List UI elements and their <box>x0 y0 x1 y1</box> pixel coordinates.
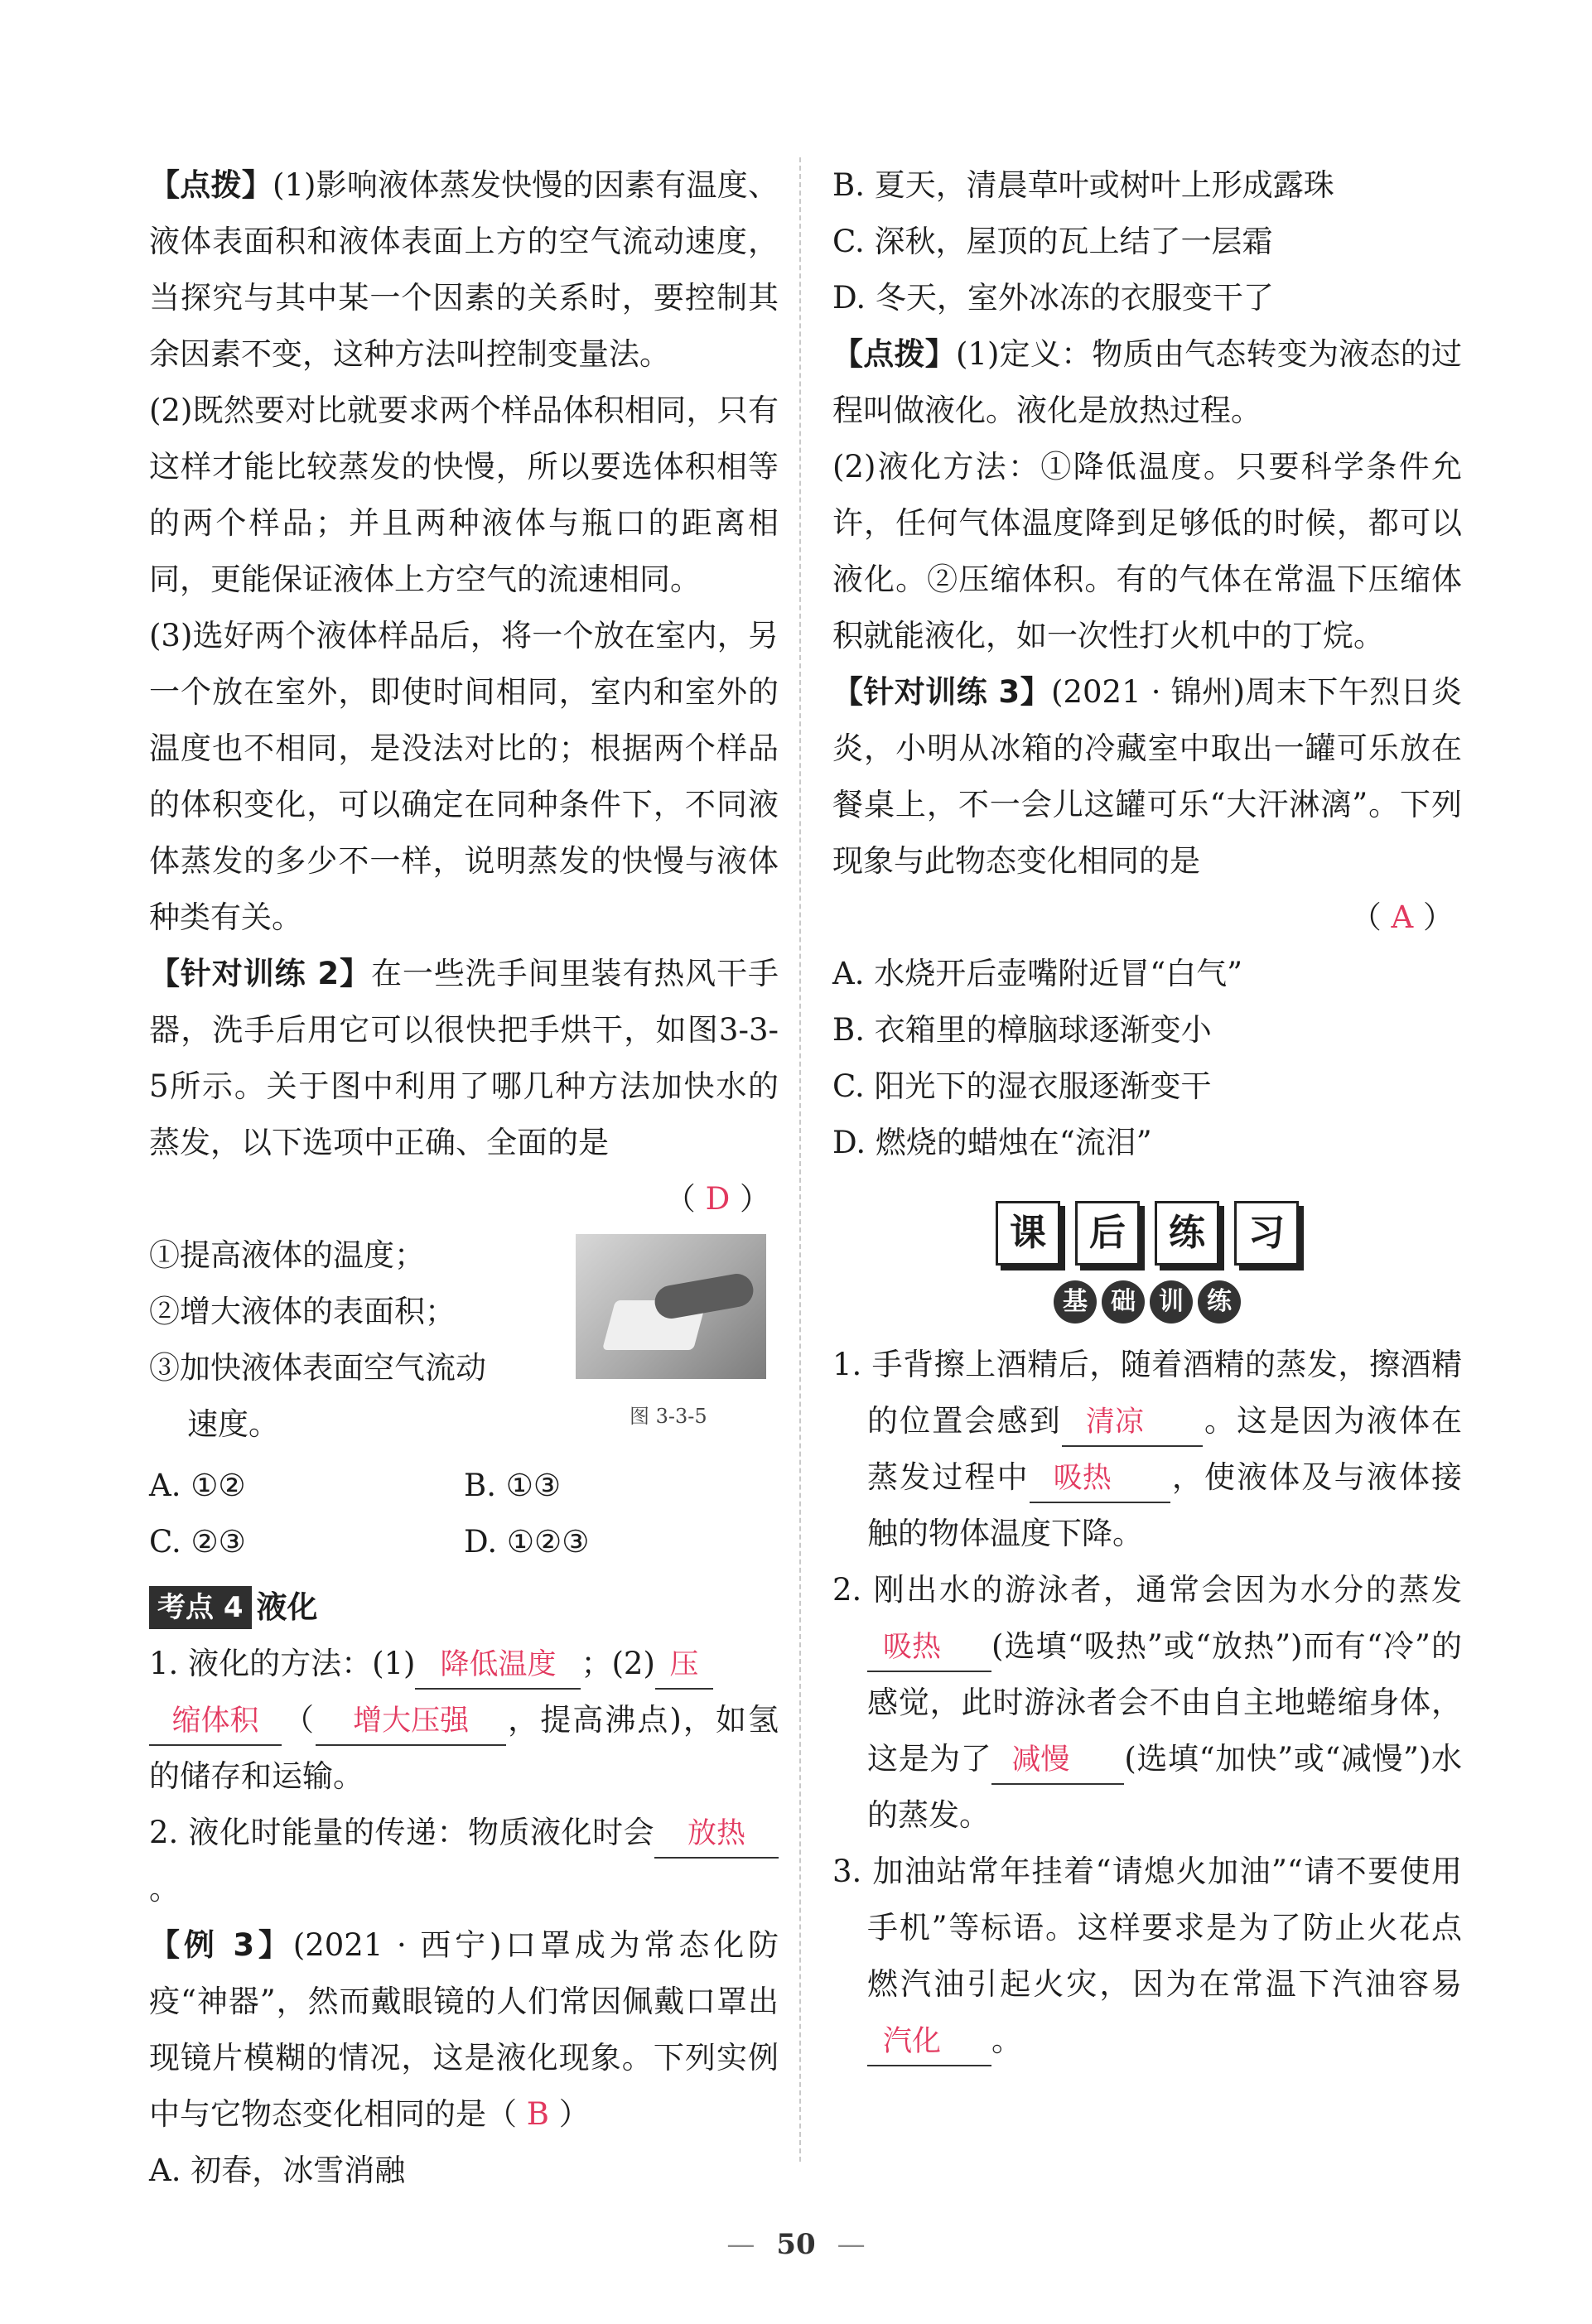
train3-answer: A <box>1391 899 1414 935</box>
q2-prefix: 2. 液化时能量的传递：物质液化时会 <box>149 1815 654 1850</box>
tip-tag: 【点拨】 <box>149 167 273 203</box>
train2-question <box>149 946 779 1171</box>
train2-tag: 【针对训练 2】 <box>149 956 371 991</box>
ex3-prefix: 3. 加油站常年挂着“请熄火加油”“请不要使用手机”等标语。这样要求是为了防止火花点燃汽油引起火灾，因为在常温下汽油容易 <box>832 1854 1462 2002</box>
example3-option-b: B. 夏天，清晨草叶或树叶上形成露珠 <box>832 167 1334 203</box>
train2-item-3: ③加快液体表面空气流动 <box>149 1350 486 1386</box>
example3-option-a: A. 初春，冰雪消融 <box>149 2153 406 2188</box>
q1-paren-open: （ <box>282 1702 316 1738</box>
kaodian-heading <box>149 1579 779 1636</box>
badge-char: 训 <box>1150 1280 1193 1324</box>
hand-shape <box>652 1271 755 1321</box>
badge-char: 练 <box>1198 1280 1241 1324</box>
exercise-3 <box>832 1844 1462 2069</box>
train3-tag: 【针对训练 3】 <box>832 674 1052 710</box>
page-number: 50 <box>776 2228 816 2261</box>
badge-char: 础 <box>1102 1280 1145 1324</box>
train3-option-b: B. 衣箱里的樟脑球逐渐变小 <box>832 1012 1212 1048</box>
example3-option-d: D. 冬天，室外冰冻的衣服变干了 <box>832 280 1274 316</box>
train2-option-b: B. ①③ <box>464 1468 562 1503</box>
left-column <box>149 157 779 2199</box>
q1 <box>149 1636 779 1692</box>
tip1-paragraph-3: (3)选好两个液体样品后，将一个放在室内，另一个放在室外，即使时间相同，室内和室外的温度也不相同，是没法对比的；根据两个样品的体积变化，可以确定在同种条件下，不同液体蒸发的多少不一样，说明蒸发的快慢与液体种类有关。 <box>149 618 779 935</box>
hand-dryer-figure <box>576 1234 766 1379</box>
banner-char: 后 <box>1075 1201 1140 1266</box>
train3-option-d: D. 燃烧的蜡烛在“流泪” <box>832 1125 1152 1160</box>
train2-item-1: ①提高液体的温度； <box>149 1237 425 1273</box>
banner-char: 习 <box>1234 1201 1299 1266</box>
ex2-prefix: 2. 刚出水的游泳者，通常会因为水分的蒸发 <box>832 1572 1462 1608</box>
example3-option-c: C. 深秋，屋顶的瓦上结了一层霜 <box>832 224 1273 259</box>
figure-caption: 图 3-3-5 <box>630 1405 707 1428</box>
ex2-mid: (选填“吸热”或“放热”)而有“冷”的感觉，此时游泳者会不由自主地蜷缩身体，这是为了 <box>867 1628 1462 1777</box>
right-column <box>832 157 1462 2069</box>
kaodian-title: 液化 <box>256 1589 318 1625</box>
tip2-paragraph-1 <box>832 326 1462 439</box>
column-divider <box>799 157 801 2162</box>
tip1-text-1: (1)影响液体蒸发快慢的因素有温度、液体表面积和液体表面上方的空气流动速度，当探究与其中某一个因素的关系时，要控制其余因素不变，这种方法叫控制变量法。 <box>149 167 779 372</box>
train2-options-row-1 <box>149 1458 779 1514</box>
q1-blank-2b: 缩体积 <box>149 1698 282 1746</box>
banner-char: 练 <box>1155 1201 1219 1266</box>
tip2-text-1: (1)定义：物质由气态转变为液态的过程叫做液化。液化是放热过程。 <box>832 336 1462 428</box>
q1-mid: ；(2) <box>581 1646 655 1681</box>
ex2-blank-1: 吸热 <box>867 1624 991 1672</box>
banner-char: 课 <box>996 1201 1060 1266</box>
q1-line-2 <box>149 1692 779 1805</box>
q2-blank: 放热 <box>654 1811 779 1859</box>
q1-suffix: ，提高沸点)，如氢的储存和运输。 <box>149 1702 779 1794</box>
ex1-mid: 。这是因为液体在蒸发过程中 <box>867 1403 1463 1495</box>
ex3-blank: 汽化 <box>867 2018 991 2066</box>
page-number-footer <box>0 2228 1592 2261</box>
paren-close: ） <box>558 2096 590 2132</box>
q1-blank-3: 增大压强 <box>316 1698 506 1746</box>
badge-char: 基 <box>1054 1280 1097 1324</box>
tip1-paragraph-1 <box>149 157 779 383</box>
ex1-blank-1: 清凉 <box>1062 1399 1203 1447</box>
ex3-suffix: 。 <box>991 2023 1022 2058</box>
after-class-practice-banner <box>832 1201 1462 1266</box>
q1-blank-2a: 压 <box>655 1642 713 1690</box>
train2-options-row-2 <box>149 1514 779 1570</box>
train2-answer-line <box>149 1171 779 1227</box>
train2-items <box>149 1227 563 1453</box>
example3-answer: B <box>526 2096 549 2132</box>
example3-tag: 【例 3】 <box>149 1927 293 1963</box>
train3-option-c: C. 阳光下的湿衣服逐渐变干 <box>832 1068 1212 1104</box>
footer-dash-left: — <box>726 2228 755 2261</box>
example3-text: (2021 · 西宁)口罩成为常态化防疫“神器”，然而戴眼镜的人们常因佩戴口罩出现镜片模糊的情况，这是液化现象。下列实例中与它物态变化相同的是 <box>149 1927 779 2132</box>
exercise-2 <box>832 1562 1462 1844</box>
kaodian-box: 考点 4 <box>149 1586 252 1629</box>
ex2-suffix: (选填“加快”或“减慢”)水的蒸发。 <box>867 1741 1462 1833</box>
train2-option-a: A. ①② <box>149 1468 246 1503</box>
train2-option-c: C. ②③ <box>149 1524 246 1560</box>
q1-blank-1: 降低温度 <box>415 1642 581 1690</box>
example3-question <box>149 1917 779 2143</box>
tip1-paragraph-2: (2)既然要对比就要求两个样品体积相同，只有这样才能比较蒸发的快慢，所以要选体积相等的两个样品；并且两种液体与瓶口的距离相同，更能保证液体上方空气的流速相同。 <box>149 393 779 597</box>
ex1-blank-2: 吸热 <box>1030 1455 1170 1503</box>
train3-question <box>832 664 1462 890</box>
train2-item-2: ②增大液体的表面积； <box>149 1294 456 1329</box>
exercise-1 <box>832 1337 1462 1562</box>
tip-tag: 【点拨】 <box>832 336 956 372</box>
train3-option-a: A. 水烧开后壶嘴附近冒“白气” <box>832 956 1243 991</box>
train3-answer-line <box>832 890 1462 946</box>
train2-answer: D <box>705 1181 731 1217</box>
train2-text: 在一些洗手间里装有热风干手器，洗手后用它可以很快把手烘干，如图3-3-5所示。关于图中利用了哪几种方法加快水的蒸发，以下选项中正确、全面的是 <box>149 956 779 1160</box>
paren-open: （ <box>486 2096 517 2132</box>
q2 <box>149 1805 779 1917</box>
paren-close: ） <box>1423 899 1454 935</box>
basic-training-badge <box>832 1280 1462 1324</box>
paren-close: ） <box>740 1181 770 1217</box>
ex2-blank-2: 减慢 <box>991 1737 1124 1785</box>
tip2-paragraph-2: (2)液化方法：①降低温度。只要科学条件允许，任何气体温度降到足够低的时候，都可以液化。②压缩体积。有的气体在常温下压缩体积就能液化，如一次性打火机中的丁烷。 <box>832 449 1462 653</box>
ex1-prefix: 1. 手背擦上酒精后，随着酒精的蒸发，擦酒精的位置会感到 <box>832 1347 1462 1439</box>
q1-prefix: 1. 液化的方法：(1) <box>149 1646 416 1681</box>
train3-text: (2021 · 锦州)周末下午烈日炎炎，小明从冰箱的冷藏室中取出一罐可乐放在餐桌上，不一会儿这罐可乐“大汗淋漓”。下列现象与此物态变化相同的是 <box>832 674 1462 879</box>
paren-open: （ <box>1350 899 1382 935</box>
q2-suffix: 。 <box>149 1871 180 1907</box>
ex1-suffix: ，使液体及与液体接触的物体温度下降。 <box>867 1459 1463 1551</box>
train2-option-d: D. ①②③ <box>464 1524 590 1560</box>
paren-open: （ <box>664 1181 696 1217</box>
footer-dash-right: — <box>837 2228 866 2261</box>
train2-item-3-cont: 速度。 <box>187 1406 279 1442</box>
